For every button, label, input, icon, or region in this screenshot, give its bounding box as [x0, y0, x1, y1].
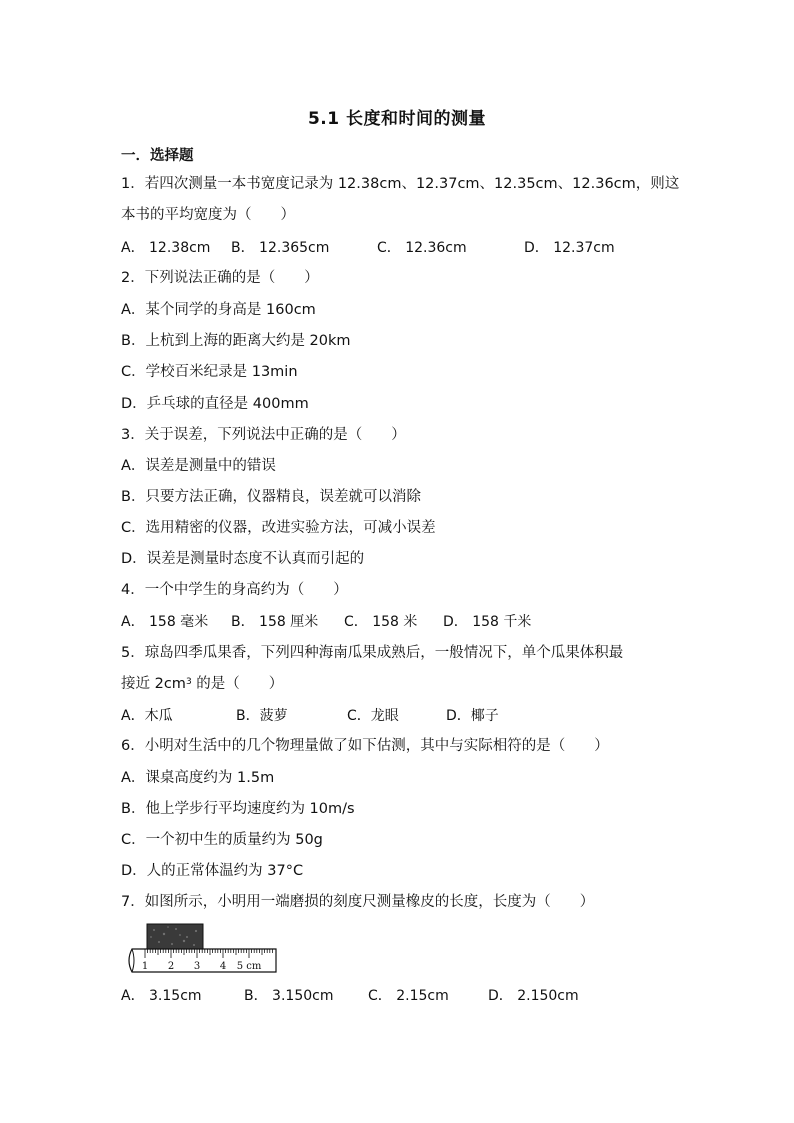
- q6-option-a: A．课桌高度约为 1.5m: [121, 770, 275, 786]
- q4-stem: 4．一个中学生的身高约为（ ）: [121, 582, 348, 598]
- q5-option-b: B．菠萝: [236, 708, 288, 724]
- ruler-with-eraser-figure: [124, 922, 278, 978]
- ruler-label-5cm: 5 cm: [236, 961, 262, 972]
- q5-superscript: 3: [185, 677, 192, 687]
- q1-option-a: A． 12.38cm: [121, 240, 211, 256]
- q1-stem-line2: 本书的平均宽度为（ ）: [121, 207, 295, 223]
- q6-option-b: B．他上学步行平均速度约为 10m/s: [121, 801, 355, 817]
- q3-option-c: C．选用精密的仪器，改进实验方法，可减小误差: [121, 520, 436, 536]
- q7-option-c: C． 2.15cm: [368, 988, 449, 1004]
- q6-option-c: C．一个初中生的质量约为 50g: [121, 832, 323, 848]
- q5-option-a: A．木瓜: [121, 708, 173, 724]
- q6-option-d: D．人的正常体温约为 37°C: [121, 863, 304, 879]
- section-heading: 一．选择题: [121, 148, 194, 164]
- q3-stem: 3．关于误差，下列说法中正确的是（ ）: [121, 427, 406, 443]
- q4-option-d: D． 158 千米: [443, 614, 532, 630]
- q7-option-d: D． 2.150cm: [488, 988, 579, 1004]
- q3-option-a: A．误差是测量中的错误: [121, 458, 276, 474]
- ruler-label-3: 3: [193, 961, 201, 972]
- q5-stem-line2: [121, 674, 283, 694]
- q7-stem: 7．如图所示，小明用一端磨损的刻度尺测量橡皮的长度，长度为（ ）: [121, 894, 595, 910]
- q2-option-a: A．某个同学的身高是 160cm: [121, 302, 316, 318]
- ruler-label-1: 1: [141, 961, 149, 972]
- q5-stem-line2-b: 的是（ ）: [191, 676, 284, 692]
- q5-option-c: C．龙眼: [347, 708, 399, 724]
- q2-option-d: D．乒乓球的直径是 400mm: [121, 396, 309, 412]
- q1-stem-line1: 1．若四次测量一本书宽度记录为 12.38cm、12.37cm、12.35cm、12.36cm，则这: [121, 176, 680, 192]
- q4-option-b: B． 158 厘米: [231, 614, 319, 630]
- ruler-label-4: 4: [219, 961, 227, 972]
- ruler-icon: [124, 922, 278, 978]
- q5-option-d: D．椰子: [446, 708, 499, 724]
- q4-option-a: A． 158 毫米: [121, 614, 209, 630]
- q2-stem: 2．下列说法正确的是（ ）: [121, 270, 319, 286]
- q2-option-b: B．上杭到上海的距离大约是 20km: [121, 333, 351, 349]
- q3-option-d: D．误差是测量时态度不认真而引起的: [121, 551, 365, 567]
- q1-option-b: B． 12.365cm: [231, 240, 330, 256]
- q1-option-c: C． 12.36cm: [377, 240, 467, 256]
- q5-stem-line2-a: 接近 2cm: [121, 676, 186, 692]
- q2-option-c: C．学校百米纪录是 13min: [121, 364, 298, 380]
- q6-stem: 6．小明对生活中的几个物理量做了如下估测，其中与实际相符的是（ ）: [121, 738, 609, 754]
- q1-option-d: D． 12.37cm: [524, 240, 615, 256]
- q4-option-c: C． 158 米: [344, 614, 418, 630]
- q3-option-b: B．只要方法正确，仪器精良，误差就可以消除: [121, 489, 421, 505]
- q7-option-a: A． 3.15cm: [121, 988, 202, 1004]
- q7-option-b: B． 3.150cm: [244, 988, 334, 1004]
- page-title: 5.1 长度和时间的测量: [307, 109, 487, 129]
- q5-stem-line1: 5．琼岛四季瓜果香，下列四种海南瓜果成熟后，一般情况下，单个瓜果体积最: [121, 645, 624, 661]
- ruler-label-2: 2: [167, 961, 175, 972]
